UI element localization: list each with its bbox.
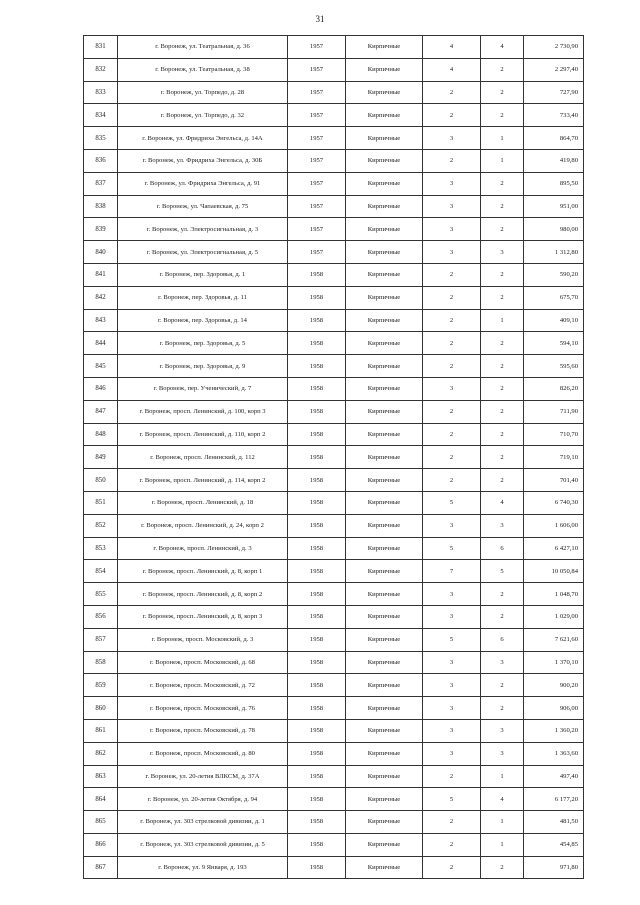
wall-material-cell: Кирпичные	[346, 286, 423, 309]
area-cell: 895,50	[524, 172, 584, 195]
table-row	[84, 309, 584, 332]
table-row	[84, 36, 584, 59]
year-cell: 1958	[288, 788, 346, 811]
year-cell: 1958	[288, 263, 346, 286]
row-number-cell: 832	[84, 58, 118, 81]
area-cell: 409,10	[524, 309, 584, 332]
wall-material-cell: Кирпичные	[346, 149, 423, 172]
wall-material-cell: Кирпичные	[346, 263, 423, 286]
year-cell: 1958	[288, 446, 346, 469]
year-cell: 1958	[288, 697, 346, 720]
wall-material-cell: Кирпичные	[346, 788, 423, 811]
year-cell: 1957	[288, 241, 346, 264]
table-row	[84, 788, 584, 811]
entrances-cell: 2	[481, 583, 524, 606]
address-cell: г. Воронеж, просп. Ленинский, д. 24, корп 2	[118, 514, 288, 537]
wall-material-cell: Кирпичные	[346, 104, 423, 127]
floors-cell: 5	[423, 537, 481, 560]
wall-material-cell: Кирпичные	[346, 719, 423, 742]
entrances-cell: 1	[481, 309, 524, 332]
area-cell: 727,90	[524, 81, 584, 104]
floors-cell: 3	[423, 172, 481, 195]
table-row	[84, 241, 584, 264]
entrances-cell: 2	[481, 469, 524, 492]
entrances-cell: 1	[481, 765, 524, 788]
area-cell: 594,10	[524, 332, 584, 355]
row-number-cell: 858	[84, 651, 118, 674]
year-cell: 1958	[288, 833, 346, 856]
wall-material-cell: Кирпичные	[346, 423, 423, 446]
row-number-cell: 844	[84, 332, 118, 355]
wall-material-cell: Кирпичные	[346, 400, 423, 423]
address-cell: г. Воронеж, просп. Ленинский, д. 8, корп 3	[118, 605, 288, 628]
table-row	[84, 765, 584, 788]
row-number-cell: 864	[84, 788, 118, 811]
year-cell: 1957	[288, 149, 346, 172]
table-row	[84, 332, 584, 355]
table-row	[84, 469, 584, 492]
address-cell: г. Воронеж, просп. Московский, д. 68	[118, 651, 288, 674]
wall-material-cell: Кирпичные	[346, 537, 423, 560]
address-cell: г. Воронеж, просп. Ленинский, д. 114, корп 2	[118, 469, 288, 492]
year-cell: 1958	[288, 355, 346, 378]
address-cell: г. Воронеж, ул. Электросигнальная, д. 5	[118, 241, 288, 264]
table-row	[84, 446, 584, 469]
area-cell: 590,20	[524, 263, 584, 286]
area-cell: 1 360,20	[524, 719, 584, 742]
floors-cell: 2	[423, 286, 481, 309]
entrances-cell: 3	[481, 514, 524, 537]
entrances-cell: 2	[481, 81, 524, 104]
floors-cell: 4	[423, 36, 481, 59]
entrances-cell: 2	[481, 263, 524, 286]
entrances-cell: 3	[481, 651, 524, 674]
year-cell: 1958	[288, 651, 346, 674]
address-cell: г. Воронеж, ул. Фридриха Энгельса, д. 91	[118, 172, 288, 195]
table-row	[84, 355, 584, 378]
address-cell: г. Воронеж, ул. Фридриха Энгельса, д. 14А	[118, 127, 288, 150]
row-number-cell: 857	[84, 628, 118, 651]
area-cell: 1 606,00	[524, 514, 584, 537]
entrances-cell: 2	[481, 58, 524, 81]
row-number-cell: 865	[84, 811, 118, 834]
floors-cell: 2	[423, 81, 481, 104]
address-cell: г. Воронеж, пер. Здоровья, д. 11	[118, 286, 288, 309]
floors-cell: 3	[423, 674, 481, 697]
wall-material-cell: Кирпичные	[346, 583, 423, 606]
address-cell: г. Воронеж, просп. Ленинский, д. 18	[118, 491, 288, 514]
row-number-cell: 850	[84, 469, 118, 492]
area-cell: 7 621,60	[524, 628, 584, 651]
wall-material-cell: Кирпичные	[346, 833, 423, 856]
wall-material-cell: Кирпичные	[346, 309, 423, 332]
year-cell: 1958	[288, 560, 346, 583]
floors-cell: 2	[423, 833, 481, 856]
entrances-cell: 6	[481, 537, 524, 560]
entrances-cell: 2	[481, 172, 524, 195]
table-row	[84, 218, 584, 241]
address-cell: г. Воронеж, просп. Московский, д. 3	[118, 628, 288, 651]
table-row	[84, 58, 584, 81]
floors-cell: 3	[423, 583, 481, 606]
address-cell: г. Воронеж, просп. Московский, д. 76	[118, 697, 288, 720]
address-cell: г. Воронеж, просп. Московский, д. 78	[118, 719, 288, 742]
entrances-cell: 3	[481, 719, 524, 742]
area-cell: 971,80	[524, 856, 584, 879]
year-cell: 1958	[288, 628, 346, 651]
floors-cell: 2	[423, 423, 481, 446]
entrances-cell: 1	[481, 833, 524, 856]
table-row	[84, 81, 584, 104]
row-number-cell: 862	[84, 742, 118, 765]
row-number-cell: 846	[84, 377, 118, 400]
entrances-cell: 2	[481, 355, 524, 378]
address-cell: г. Воронеж, ул. 303 стрелковой дивизии, д. 5	[118, 833, 288, 856]
entrances-cell: 2	[481, 423, 524, 446]
row-number-cell: 855	[84, 583, 118, 606]
year-cell: 1958	[288, 400, 346, 423]
wall-material-cell: Кирпичные	[346, 81, 423, 104]
area-cell: 980,00	[524, 218, 584, 241]
floors-cell: 5	[423, 628, 481, 651]
address-cell: г. Воронеж, пер. Здоровья, д. 5	[118, 332, 288, 355]
row-number-cell: 849	[84, 446, 118, 469]
year-cell: 1958	[288, 605, 346, 628]
wall-material-cell: Кирпичные	[346, 355, 423, 378]
floors-cell: 2	[423, 263, 481, 286]
area-cell: 481,50	[524, 811, 584, 834]
wall-material-cell: Кирпичные	[346, 605, 423, 628]
area-cell: 864,70	[524, 127, 584, 150]
address-cell: г. Воронеж, пер. Здоровья, д. 1	[118, 263, 288, 286]
table-row	[84, 811, 584, 834]
wall-material-cell: Кирпичные	[346, 377, 423, 400]
row-number-cell: 831	[84, 36, 118, 59]
entrances-cell: 2	[481, 446, 524, 469]
wall-material-cell: Кирпичные	[346, 58, 423, 81]
year-cell: 1958	[288, 469, 346, 492]
area-cell: 701,40	[524, 469, 584, 492]
floors-cell: 3	[423, 195, 481, 218]
floors-cell: 2	[423, 332, 481, 355]
wall-material-cell: Кирпичные	[346, 765, 423, 788]
area-cell: 10 050,84	[524, 560, 584, 583]
year-cell: 1958	[288, 423, 346, 446]
table-row	[84, 400, 584, 423]
year-cell: 1957	[288, 127, 346, 150]
table-row	[84, 856, 584, 879]
area-cell: 675,70	[524, 286, 584, 309]
area-cell: 951,00	[524, 195, 584, 218]
entrances-cell: 6	[481, 628, 524, 651]
table-row	[84, 491, 584, 514]
row-number-cell: 848	[84, 423, 118, 446]
area-cell: 710,70	[524, 423, 584, 446]
table-row	[84, 423, 584, 446]
table-row	[84, 286, 584, 309]
entrances-cell: 2	[481, 697, 524, 720]
row-number-cell: 852	[84, 514, 118, 537]
year-cell: 1957	[288, 104, 346, 127]
wall-material-cell: Кирпичные	[346, 218, 423, 241]
entrances-cell: 2	[481, 332, 524, 355]
floors-cell: 3	[423, 241, 481, 264]
floors-cell: 2	[423, 104, 481, 127]
year-cell: 1957	[288, 36, 346, 59]
year-cell: 1958	[288, 309, 346, 332]
address-cell: г. Воронеж, ул. Театральная, д. 38	[118, 58, 288, 81]
floors-cell: 3	[423, 697, 481, 720]
entrances-cell: 4	[481, 36, 524, 59]
address-cell: г. Воронеж, ул. Торпедо, д. 32	[118, 104, 288, 127]
entrances-cell: 2	[481, 674, 524, 697]
page-number: 31	[315, 14, 325, 24]
floors-cell: 3	[423, 218, 481, 241]
floors-cell: 2	[423, 856, 481, 879]
area-cell: 6 177,20	[524, 788, 584, 811]
area-cell: 1 370,10	[524, 651, 584, 674]
area-cell: 1 312,80	[524, 241, 584, 264]
address-cell: г. Воронеж, ул. Фридриха Энгельса, д. 30Б	[118, 149, 288, 172]
row-number-cell: 833	[84, 81, 118, 104]
floors-cell: 4	[423, 58, 481, 81]
area-cell: 1 048,70	[524, 583, 584, 606]
area-cell: 900,20	[524, 674, 584, 697]
wall-material-cell: Кирпичные	[346, 742, 423, 765]
year-cell: 1957	[288, 218, 346, 241]
address-cell: г. Воронеж, ул. 9 Января, д. 193	[118, 856, 288, 879]
row-number-cell: 854	[84, 560, 118, 583]
wall-material-cell: Кирпичные	[346, 446, 423, 469]
wall-material-cell: Кирпичные	[346, 195, 423, 218]
wall-material-cell: Кирпичные	[346, 332, 423, 355]
area-cell: 1 363,60	[524, 742, 584, 765]
table-row	[84, 537, 584, 560]
floors-cell: 5	[423, 788, 481, 811]
row-number-cell: 838	[84, 195, 118, 218]
address-cell: г. Воронеж, просп. Московский, д. 80	[118, 742, 288, 765]
row-number-cell: 835	[84, 127, 118, 150]
row-number-cell: 853	[84, 537, 118, 560]
wall-material-cell: Кирпичные	[346, 469, 423, 492]
table-row	[84, 195, 584, 218]
entrances-cell: 2	[481, 377, 524, 400]
entrances-cell: 2	[481, 286, 524, 309]
table-row	[84, 104, 584, 127]
area-cell: 419,80	[524, 149, 584, 172]
table-row	[84, 514, 584, 537]
floors-cell: 2	[423, 765, 481, 788]
wall-material-cell: Кирпичные	[346, 811, 423, 834]
address-cell: г. Воронеж, ул. 20-летия Октября, д. 94	[118, 788, 288, 811]
address-cell: г. Воронеж, просп. Ленинский, д. 8, корп 2	[118, 583, 288, 606]
area-cell: 6 427,10	[524, 537, 584, 560]
housing-registry-table	[83, 35, 584, 879]
table-row	[84, 605, 584, 628]
wall-material-cell: Кирпичные	[346, 514, 423, 537]
year-cell: 1958	[288, 583, 346, 606]
table-row	[84, 742, 584, 765]
entrances-cell: 1	[481, 149, 524, 172]
address-cell: г. Воронеж, ул. 20-летия ВЛКСМ, д. 37А	[118, 765, 288, 788]
table-row	[84, 127, 584, 150]
row-number-cell: 842	[84, 286, 118, 309]
area-cell: 595,60	[524, 355, 584, 378]
address-cell: г. Воронеж, просп. Ленинский, д. 110, корп 2	[118, 423, 288, 446]
wall-material-cell: Кирпичные	[346, 856, 423, 879]
area-cell: 733,40	[524, 104, 584, 127]
floors-cell: 3	[423, 127, 481, 150]
year-cell: 1958	[288, 856, 346, 879]
floors-cell: 2	[423, 355, 481, 378]
entrances-cell: 3	[481, 241, 524, 264]
row-number-cell: 847	[84, 400, 118, 423]
address-cell: г. Воронеж, ул. 303 стрелковой дивизии, д. 1	[118, 811, 288, 834]
year-cell: 1958	[288, 537, 346, 560]
row-number-cell: 866	[84, 833, 118, 856]
area-cell: 1 029,00	[524, 605, 584, 628]
area-cell: 906,00	[524, 697, 584, 720]
area-cell: 2 730,90	[524, 36, 584, 59]
table-row	[84, 149, 584, 172]
row-number-cell: 863	[84, 765, 118, 788]
floors-cell: 2	[423, 446, 481, 469]
area-cell: 826,20	[524, 377, 584, 400]
year-cell: 1957	[288, 172, 346, 195]
year-cell: 1958	[288, 719, 346, 742]
year-cell: 1957	[288, 81, 346, 104]
floors-cell: 2	[423, 469, 481, 492]
address-cell: г. Воронеж, просп. Ленинский, д. 100, корп 3	[118, 400, 288, 423]
area-cell: 711,90	[524, 400, 584, 423]
entrances-cell: 2	[481, 856, 524, 879]
table-row	[84, 263, 584, 286]
floors-cell: 3	[423, 742, 481, 765]
year-cell: 1958	[288, 765, 346, 788]
table-body	[84, 36, 584, 879]
floors-cell: 7	[423, 560, 481, 583]
floors-cell: 3	[423, 719, 481, 742]
floors-cell: 3	[423, 377, 481, 400]
entrances-cell: 2	[481, 400, 524, 423]
table-row	[84, 560, 584, 583]
table-row	[84, 377, 584, 400]
year-cell: 1958	[288, 811, 346, 834]
entrances-cell: 3	[481, 742, 524, 765]
address-cell: г. Воронеж, ул. Торпедо, д. 28	[118, 81, 288, 104]
entrances-cell: 2	[481, 195, 524, 218]
entrances-cell: 2	[481, 104, 524, 127]
entrances-cell: 5	[481, 560, 524, 583]
table-row	[84, 172, 584, 195]
row-number-cell: 851	[84, 491, 118, 514]
year-cell: 1958	[288, 332, 346, 355]
floors-cell: 2	[423, 811, 481, 834]
area-cell: 454,85	[524, 833, 584, 856]
wall-material-cell: Кирпичные	[346, 172, 423, 195]
entrances-cell: 4	[481, 491, 524, 514]
area-cell: 497,40	[524, 765, 584, 788]
floors-cell: 2	[423, 149, 481, 172]
address-cell: г. Воронеж, ул. Чапаевская, д. 75	[118, 195, 288, 218]
year-cell: 1958	[288, 674, 346, 697]
row-number-cell: 859	[84, 674, 118, 697]
address-cell: г. Воронеж, пер. Здоровья, д. 9	[118, 355, 288, 378]
wall-material-cell: Кирпичные	[346, 241, 423, 264]
wall-material-cell: Кирпичные	[346, 127, 423, 150]
year-cell: 1958	[288, 514, 346, 537]
year-cell: 1957	[288, 58, 346, 81]
address-cell: г. Воронеж, просп. Ленинский, д. 3	[118, 537, 288, 560]
address-cell: г. Воронеж, пер. Ученический, д. 7	[118, 377, 288, 400]
row-number-cell: 860	[84, 697, 118, 720]
table-row	[84, 697, 584, 720]
floors-cell: 3	[423, 605, 481, 628]
floors-cell: 5	[423, 491, 481, 514]
address-cell: г. Воронеж, ул. Театральная, д. 36	[118, 36, 288, 59]
address-cell: г. Воронеж, пер. Здоровья, д. 14	[118, 309, 288, 332]
year-cell: 1958	[288, 742, 346, 765]
wall-material-cell: Кирпичные	[346, 697, 423, 720]
area-cell: 6 740,30	[524, 491, 584, 514]
row-number-cell: 837	[84, 172, 118, 195]
entrances-cell: 4	[481, 788, 524, 811]
year-cell: 1957	[288, 195, 346, 218]
area-cell: 2 297,40	[524, 58, 584, 81]
wall-material-cell: Кирпичные	[346, 651, 423, 674]
row-number-cell: 840	[84, 241, 118, 264]
table-row	[84, 719, 584, 742]
floors-cell: 2	[423, 400, 481, 423]
row-number-cell: 845	[84, 355, 118, 378]
entrances-cell: 2	[481, 218, 524, 241]
entrances-cell: 1	[481, 127, 524, 150]
row-number-cell: 843	[84, 309, 118, 332]
address-cell: г. Воронеж, просп. Ленинский, д. 8, корп 1	[118, 560, 288, 583]
row-number-cell: 861	[84, 719, 118, 742]
year-cell: 1958	[288, 286, 346, 309]
row-number-cell: 834	[84, 104, 118, 127]
address-cell: г. Воронеж, ул. Электросигнальная, д. 3	[118, 218, 288, 241]
row-number-cell: 856	[84, 605, 118, 628]
address-cell: г. Воронеж, просп. Московский, д. 72	[118, 674, 288, 697]
entrances-cell: 1	[481, 811, 524, 834]
row-number-cell: 839	[84, 218, 118, 241]
year-cell: 1958	[288, 377, 346, 400]
row-number-cell: 867	[84, 856, 118, 879]
wall-material-cell: Кирпичные	[346, 560, 423, 583]
table-row	[84, 628, 584, 651]
wall-material-cell: Кирпичные	[346, 674, 423, 697]
table-row	[84, 674, 584, 697]
wall-material-cell: Кирпичные	[346, 36, 423, 59]
entrances-cell: 2	[481, 605, 524, 628]
floors-cell: 2	[423, 309, 481, 332]
floors-cell: 3	[423, 651, 481, 674]
table-row	[84, 583, 584, 606]
row-number-cell: 841	[84, 263, 118, 286]
table-row	[84, 651, 584, 674]
wall-material-cell: Кирпичные	[346, 491, 423, 514]
floors-cell: 3	[423, 514, 481, 537]
row-number-cell: 836	[84, 149, 118, 172]
year-cell: 1958	[288, 491, 346, 514]
area-cell: 719,10	[524, 446, 584, 469]
address-cell: г. Воронеж, просп. Ленинский, д. 112	[118, 446, 288, 469]
wall-material-cell: Кирпичные	[346, 628, 423, 651]
table-row	[84, 833, 584, 856]
